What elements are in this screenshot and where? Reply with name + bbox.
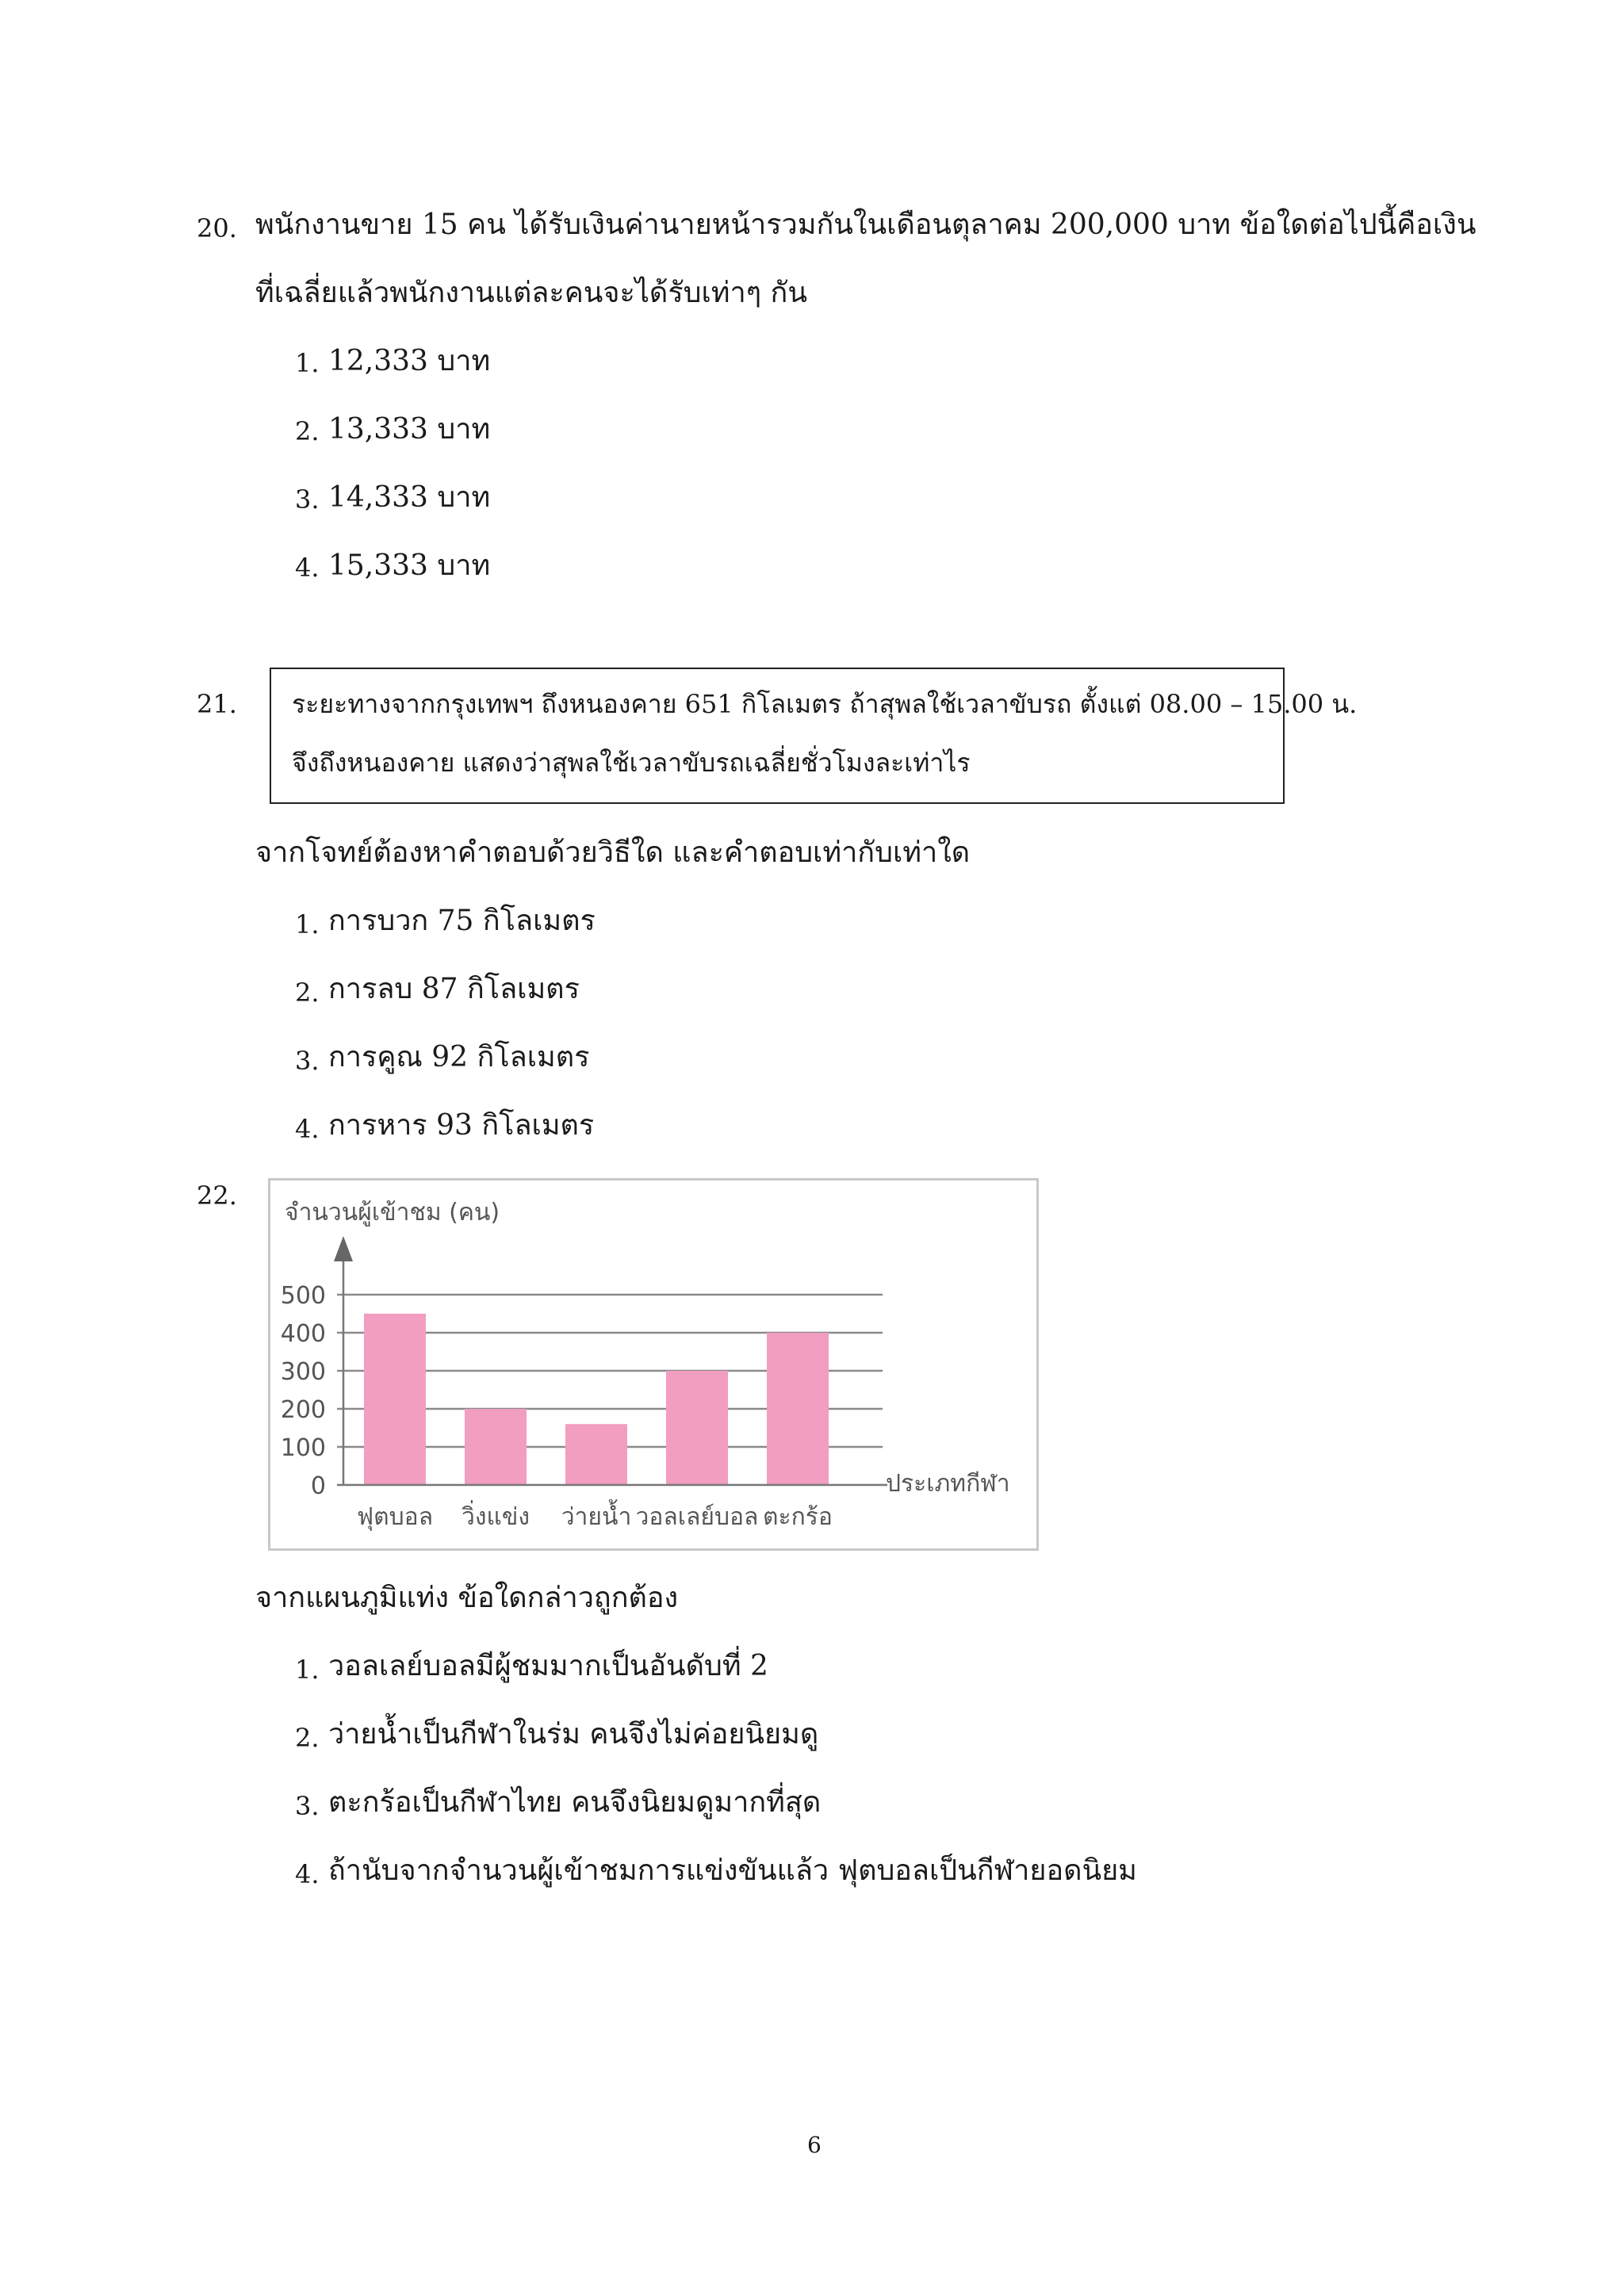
q21-question: จากโจทย์ต้องหาคำตอบด้วยวิธีใด และคำตอบเท่ากับเท่าใด [255, 836, 971, 869]
q20-option-3-number: 3. [295, 484, 320, 515]
q20-option-4-number: 4. [295, 553, 320, 583]
q22-question: จากแผนภูมิแท่ง ข้อใดกล่าวถูกต้อง [255, 1582, 679, 1614]
q21-option-2: การลบ 87 กิโลเมตร [328, 973, 580, 1005]
chart-x-category-label: ฟุตบอล [356, 1503, 434, 1531]
q20-option-4: 15,333 บาท [328, 549, 491, 582]
q20-option-1-number: 1. [295, 348, 320, 378]
q22-option-3-number: 3. [295, 1791, 320, 1821]
chart-x-category-label: ตะกร้อ [763, 1503, 833, 1531]
chart-bar-3 [565, 1424, 627, 1485]
q21-option-3: การคูณ 92 กิโลเมตร [328, 1041, 590, 1073]
q21-problem-box [270, 668, 1358, 804]
bar-chart [268, 1178, 1039, 1551]
q21-option-1: การบวก 75 กิโลเมตร [328, 905, 596, 937]
q21-option-1-number: 1. [295, 909, 320, 939]
bar-chart-svg [270, 1181, 1036, 1548]
chart-y-tick-label: 100 [280, 1434, 326, 1462]
q20-text-line2: ที่เฉลี่ยแล้วพนักงานแต่ละคนจะได้รับเท่าๆ กัน [255, 277, 807, 309]
q22-option-2-number: 2. [295, 1723, 320, 1753]
chart-x-category-label: วอลเลย์บอล [635, 1503, 759, 1531]
q22-option-1: วอลเลย์บอลมีผู้ชมมากเป็นอันดับที่ 2 [328, 1650, 768, 1682]
page-number: 6 [807, 2132, 822, 2158]
chart-x-category-label: วิ่งแข่ง [462, 1503, 530, 1531]
chart-y-tick-label: 0 [310, 1472, 326, 1500]
chart-y-axis-arrow-icon [334, 1236, 353, 1261]
chart-y-tick-label: 400 [280, 1320, 326, 1348]
chart-y-tick-label: 500 [280, 1282, 326, 1310]
q22-option-4-number: 4. [295, 1859, 320, 1889]
chart-bar-4 [666, 1371, 728, 1485]
q21-option-3-number: 3. [295, 1046, 320, 1076]
q21-option-2-number: 2. [295, 978, 320, 1008]
q21-option-4: การหาร 93 กิโลเมตร [328, 1109, 595, 1142]
chart-y-tick-label: 300 [280, 1358, 326, 1386]
q21-number: 21. [197, 689, 237, 719]
chart-bar-1 [364, 1314, 426, 1485]
chart-y-axis-title: จำนวนผู้เข้าชม (คน) [285, 1199, 500, 1226]
q21-option-4-number: 4. [295, 1114, 320, 1144]
q20-text-line1: พนักงานขาย 15 คน ได้รับเงินค่านายหน้ารวมกันในเดือนตุลาคม 200,000 บาท ข้อใดต่อไปนี้คือเงิน [255, 209, 1477, 241]
q20-number: 20. [197, 213, 237, 243]
q22-option-4: ถ้านับจากจำนวนผู้เข้าชมการแข่งขันแล้ว ฟุตบอลเป็นกีฬายอดนิยม [328, 1854, 1137, 1887]
q21-box-line2: จึงถึงหนองคาย แสดงว่าสุพลใช้เวลาขับรถเฉลี่ยชั่วโมงละเท่าไร [292, 748, 971, 778]
q22-option-1-number: 1. [295, 1655, 320, 1685]
q22-option-3: ตะกร้อเป็นกีฬาไทย คนจึงนิยมดูมากที่สุด [328, 1786, 822, 1819]
chart-bar-5 [767, 1333, 829, 1485]
q22-number: 22. [197, 1181, 237, 1211]
chart-labels [281, 1282, 833, 1532]
q20-option-2: 13,333 บาท [328, 413, 491, 446]
q20-option-2-number: 2. [295, 416, 320, 446]
q20-option-1: 12,333 บาท [328, 345, 491, 377]
chart-y-tick-label: 200 [280, 1396, 326, 1424]
chart-x-category-label: ว่ายน้ำ [561, 1503, 632, 1531]
chart-bar-2 [465, 1409, 527, 1485]
chart-x-axis-title: ประเภทกีฬา [886, 1470, 1010, 1498]
chart-bars [364, 1314, 829, 1485]
q20-option-3: 14,333 บาท [328, 481, 491, 514]
q22-option-2: ว่ายน้ำเป็นกีฬาในร่ม คนจึงไม่ค่อยนิยมดู [328, 1718, 819, 1751]
q21-box-line1: ระยะทางจากกรุงเทพฯ ถึงหนองคาย 651 กิโลเมตร ถ้าสุพลใช้เวลาขับรถ ตั้งแต่ 08.00 – 15.00 น. [292, 689, 1358, 719]
